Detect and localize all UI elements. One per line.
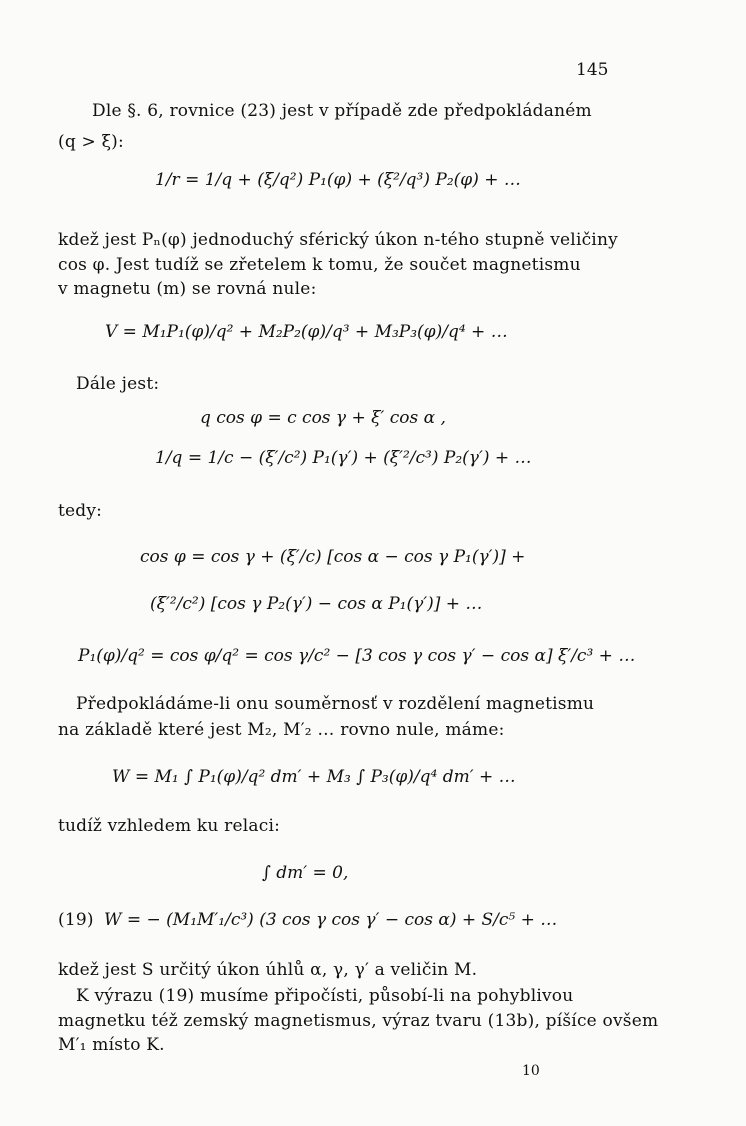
equation-w-integral: W = M₁ ∫ P₁(φ)/q² dm′ + M₃ ∫ P₃(φ)/q⁴ dm′ + … (112, 767, 516, 787)
paragraph-line-13: magnetku též zemský magnetismus, výraz tvaru (13b), píšíce ovšem (58, 1011, 659, 1031)
paragraph-line-8: Předpokládáme-li onu souměrnosť v rozdělení magnetismu (76, 694, 595, 714)
equation-potential-v: V = M₁P₁(φ)/q² + M₂P₂(φ)/q³ + M₃P₃(φ)/q⁴ + … (105, 322, 508, 342)
equation-cos-phi-1: cos φ = cos γ + (ξ′/c) [cos α − cos γ P₁(γ′)] + (140, 547, 526, 567)
equation-dm-zero: ∫ dm′ = 0, (262, 863, 349, 883)
equation-p1-over-q2: P₁(φ)/q² = cos φ/q² = cos γ/c² − [3 cos γ cos γ′ − cos α] ξ′/c³ + … (78, 646, 636, 666)
footer-mark: 10 (522, 1063, 540, 1079)
paragraph-line-12: K výrazu (19) musíme připočísti, působí-li na pohyblivou (76, 986, 574, 1006)
paragraph-line-5: v magnetu (m) se rovná nule: (58, 279, 317, 299)
equation-reciprocal-q: 1/q = 1/c − (ξ′/c²) P₁(γ′) + (ξ′²/c³) P₂(γ′) + … (155, 448, 532, 468)
equation-19: W = − (M₁M′₁/c³) (3 cos γ cos γ′ − cos α) + S/c⁵ + … (104, 910, 558, 930)
paragraph-line-7: tedy: (58, 501, 103, 521)
paragraph-line-2: (q > ξ): (58, 132, 124, 152)
paragraph-line-11: kdež jest S určitý úkon úhlů α, γ, γ′ a veličin M. (58, 960, 478, 980)
paragraph-line-14: M′₁ místo K. (58, 1035, 165, 1055)
page-number: 145 (576, 60, 609, 80)
paragraph-line-6: Dále jest: (76, 374, 160, 394)
paragraph-line-10: tudíž vzhledem ku relaci: (58, 816, 281, 836)
paragraph-line-9: na základě které jest M₂, M′₂ … rovno nule, máme: (58, 720, 505, 740)
paragraph-line-3: kdež jest Pₙ(φ) jednoduchý sférický úkon n-tého stupně veličiny (58, 230, 618, 250)
equation-q-cos-phi: q cos φ = c cos γ + ξ′ cos α , (200, 408, 446, 428)
equation-reciprocal-r: 1/r = 1/q + (ξ/q²) P₁(φ) + (ξ²/q³) P₂(φ) + … (155, 170, 521, 190)
paragraph-line-1: Dle §. 6, rovnice (23) jest v případě zde předpokládaném (92, 101, 592, 121)
equation-number: (19) (58, 910, 94, 930)
equation-cos-phi-2: (ξ′²/c²) [cos γ P₂(γ′) − cos α P₁(γ′)] + … (150, 594, 483, 614)
paragraph-line-4: cos φ. Jest tudíž se zřetelem k tomu, že součet magnetismu (58, 255, 581, 275)
